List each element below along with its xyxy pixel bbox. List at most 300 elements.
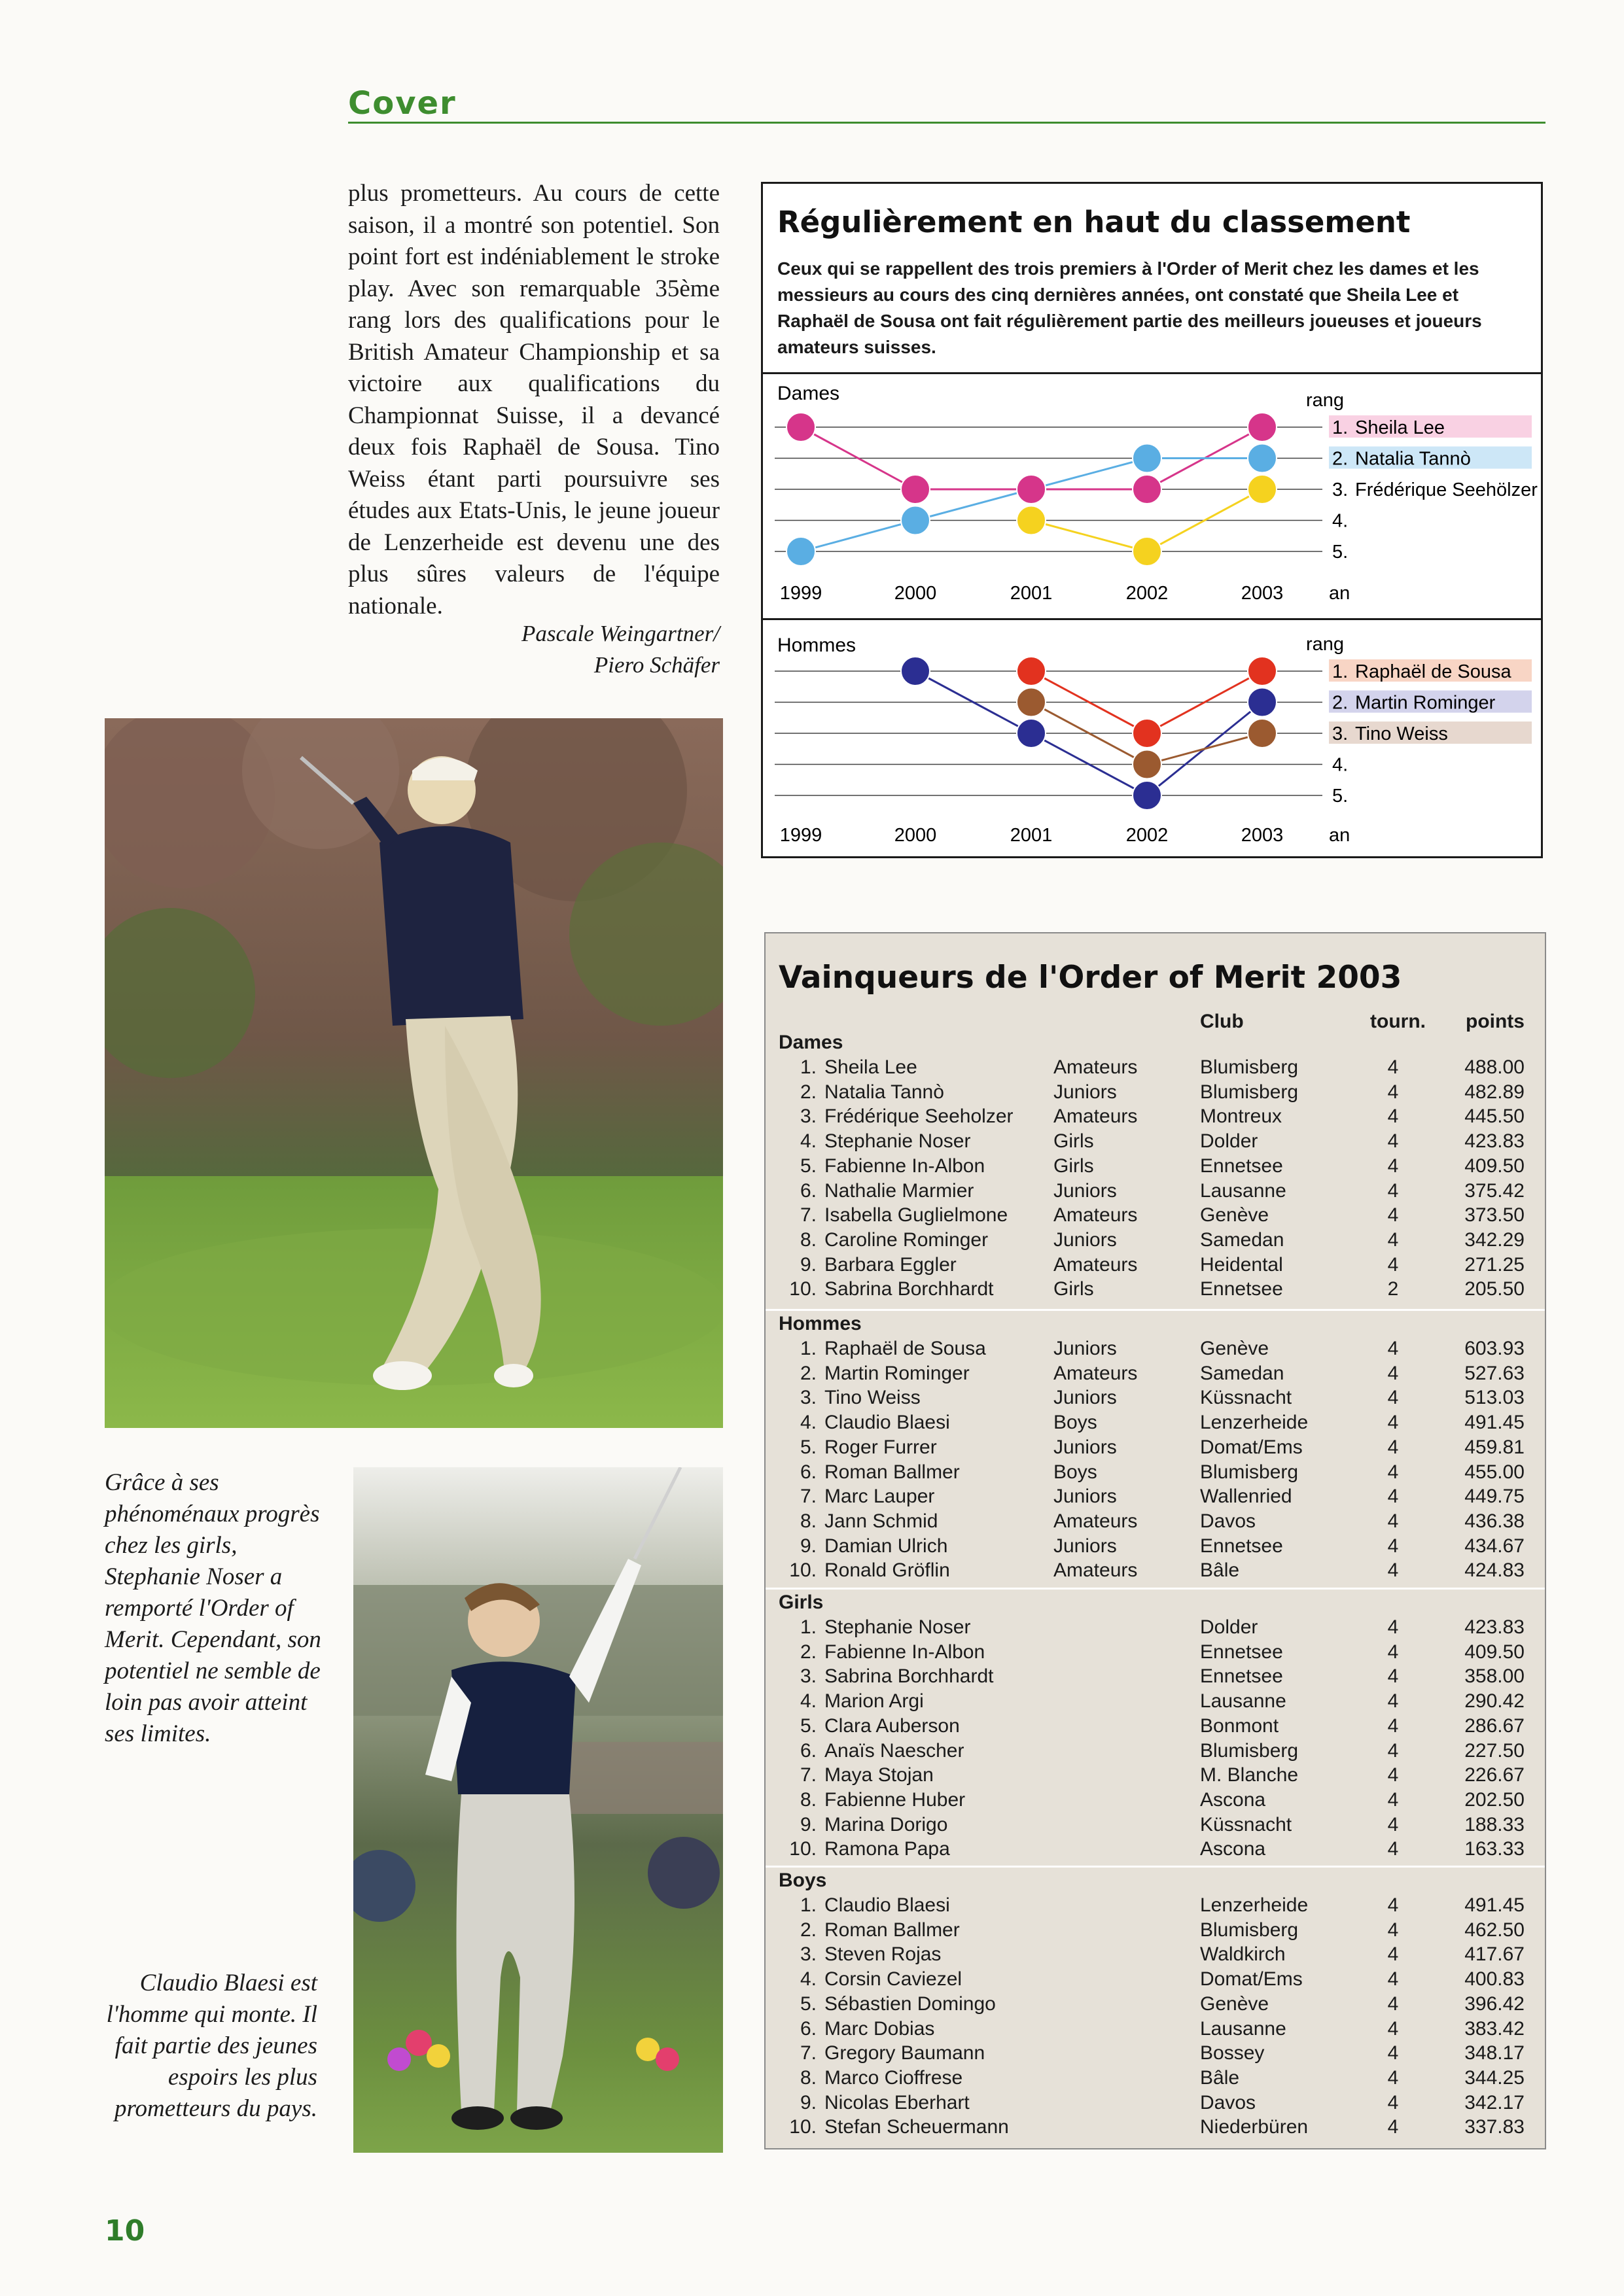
name-cell: Stephanie Noser (824, 1130, 971, 1153)
club-cell: Dolder (1200, 1130, 1258, 1153)
data-point (901, 657, 930, 686)
points-cell: 373.50 (1464, 1204, 1525, 1226)
category-cell: Juniors (1053, 1228, 1117, 1251)
points-cell: 342.29 (1464, 1228, 1525, 1251)
data-point (1017, 506, 1046, 535)
rank-cell: 9. (800, 1813, 817, 1835)
tournaments-cell: 4 (1387, 1228, 1399, 1251)
table-row (766, 2116, 1545, 2141)
points-cell: 227.50 (1464, 1739, 1525, 1762)
tournaments-cell: 4 (1387, 2042, 1399, 2064)
x-axis-label: an (1329, 583, 1350, 604)
rank-cell: 2. (800, 1362, 817, 1384)
table-row (766, 1968, 1545, 1993)
rank-cell: 1. (800, 1338, 817, 1359)
tournaments-cell: 4 (1387, 1690, 1399, 1713)
rank-cell: 4. (800, 1690, 817, 1713)
ranking-chart-box (761, 182, 1543, 858)
rank-cell: 10. (789, 1559, 817, 1582)
table-row (766, 1919, 1545, 1944)
name-cell: Corsin Caviezel (824, 1968, 962, 1991)
table-row (766, 1814, 1545, 1839)
name-cell: Gregory Baumann (824, 2042, 985, 2064)
points-cell: 445.50 (1464, 1105, 1525, 1128)
club-cell: Bossey (1200, 2042, 1265, 2064)
points-cell: 491.45 (1464, 1412, 1525, 1434)
name-cell: Jann Schmid (824, 1510, 938, 1532)
name-cell: Roman Ballmer (824, 1461, 960, 1483)
chart-panel-label: Hommes (777, 635, 856, 656)
club-cell: Lenzerheide (1200, 1412, 1309, 1434)
legend-entry: Sheila Lee (1355, 417, 1445, 438)
data-point (1248, 657, 1277, 686)
table-row (766, 1486, 1545, 1510)
tournaments-cell: 4 (1387, 1813, 1399, 1835)
points-cell: 271.25 (1464, 1253, 1525, 1276)
data-point (1248, 475, 1277, 504)
category-cell: Juniors (1053, 1387, 1117, 1409)
points-cell: 462.50 (1464, 1919, 1525, 1941)
points-cell: 344.25 (1464, 2066, 1525, 2089)
y-tick-label: 3. (1332, 479, 1349, 500)
caption-photo-1: Grâce à ses phénoménaux progrès chez les girls, Stephanie Noser a remporté l'Order of Merit. Cependant, son potentiel ne semble de loin pas avoir atteint ses limites. (105, 1469, 321, 1747)
x-tick-label: 2002 (1125, 825, 1169, 846)
name-cell: Nicolas Eberhart (824, 2091, 970, 2113)
club-cell: Ennetsee (1200, 1665, 1283, 1688)
rank-cell: 2. (800, 1919, 817, 1941)
rank-cell: 4. (800, 1412, 817, 1434)
table-row (766, 1204, 1545, 1229)
points-cell: 455.00 (1464, 1461, 1525, 1483)
rank-cell: 6. (800, 1461, 817, 1483)
points-cell: 527.63 (1464, 1362, 1525, 1384)
tournaments-cell: 4 (1387, 1461, 1399, 1483)
rank-cell: 5. (800, 1436, 817, 1458)
points-cell: 423.83 (1464, 1616, 1525, 1638)
article-paragraph: plus prometteurs. Au cours de cette saison, il a montré son potentiel. Son point fort est indéniablement le stroke play. Avec son remarquable 35ème rang lors des qualifications pour le British Amateur Championship et sa victoire aux qualifications du Championnat Suisse, il a devancé deux fois Raphaël de Sousa. Tino Weiss étant parti poursuivre ses études aux Etats-Unis, le jeune joueur de Lenzerheide est devenu une des plus sûres valeurs de l'équipe nationale. (348, 180, 720, 619)
category-cell: Girls (1053, 1155, 1094, 1177)
table-row (766, 2067, 1545, 2092)
name-cell: Clara Auberson (824, 1714, 960, 1737)
club-cell: Lausanne (1200, 1179, 1286, 1202)
rank-cell: 8. (800, 1228, 817, 1251)
tournaments-cell: 4 (1387, 1387, 1399, 1409)
name-cell: Nathalie Marmier (824, 1179, 974, 1202)
table-group-title: Girls (779, 1592, 824, 1613)
category-cell: Amateurs (1053, 1204, 1138, 1226)
results-table-panel (764, 932, 1546, 2149)
table-group-dames (766, 1032, 1545, 1303)
table-row (766, 1412, 1545, 1436)
club-cell: Heidental (1200, 1253, 1283, 1276)
rank-cell: 5. (800, 1992, 817, 2015)
photo-claudio-blaesi (353, 1467, 723, 2153)
table-row (766, 1559, 1545, 1584)
x-tick-label: 1999 (779, 583, 822, 604)
chart-title: Régulièrement en haut du classement (777, 205, 1411, 239)
table-row (766, 1387, 1545, 1412)
table-row (766, 1641, 1545, 1666)
points-cell: 482.89 (1464, 1081, 1525, 1103)
name-cell: Natalia Tannò (824, 1081, 944, 1103)
rank-cell: 3. (800, 1665, 817, 1688)
category-cell: Amateurs (1053, 1105, 1138, 1128)
name-cell: Stephanie Noser (824, 1616, 971, 1638)
name-cell: Claudio Blaesi (824, 1412, 950, 1434)
rank-cell: 7. (800, 2042, 817, 2064)
category-cell: Juniors (1053, 1338, 1117, 1359)
rank-cell: 1. (800, 1056, 817, 1078)
rank-cell: 9. (800, 1535, 817, 1557)
club-cell: Küssnacht (1200, 1387, 1292, 1409)
table-title: Vainqueurs de l'Order of Merit 2003 (779, 960, 1402, 996)
data-point (1133, 719, 1161, 748)
tournaments-cell: 4 (1387, 1894, 1399, 1916)
tournaments-cell: 4 (1387, 1714, 1399, 1737)
table-group-hommes (766, 1313, 1545, 1584)
points-cell: 358.00 (1464, 1665, 1525, 1688)
data-point (1017, 688, 1046, 717)
data-point (1133, 750, 1161, 779)
points-cell: 603.93 (1464, 1338, 1525, 1359)
name-cell: Fabienne In-Albon (824, 1641, 985, 1663)
club-cell: Bâle (1200, 1559, 1240, 1582)
column-header-tourn: tourn. (1370, 1011, 1426, 1032)
tournaments-cell: 4 (1387, 1436, 1399, 1458)
name-cell: Marc Dobias (824, 2017, 935, 2040)
table-row (766, 1510, 1545, 1535)
category-cell: Juniors (1053, 1486, 1117, 1508)
y-tick-label: 1. (1332, 417, 1349, 438)
table-row (766, 2092, 1545, 2117)
points-cell: 400.83 (1464, 1968, 1525, 1991)
club-cell: Blumisberg (1200, 1919, 1299, 1941)
club-cell: Blumisberg (1200, 1081, 1299, 1103)
data-point (1017, 475, 1046, 504)
table-row (766, 1715, 1545, 1740)
data-point (901, 506, 930, 535)
name-cell: Ramona Papa (824, 1838, 950, 1860)
tournaments-cell: 2 (1387, 1278, 1399, 1300)
legend-entry: Frédérique Seehölzer (1355, 479, 1538, 500)
club-cell: Bâle (1200, 2066, 1240, 2089)
table-group-separator (766, 1588, 1545, 1590)
points-cell: 286.67 (1464, 1714, 1525, 1737)
rank-cell: 5. (800, 1714, 817, 1737)
rank-cell: 10. (789, 2116, 817, 2138)
tournaments-cell: 4 (1387, 1510, 1399, 1532)
club-cell: Davos (1200, 1510, 1256, 1532)
caption-photo-2: Claudio Blaesi est l'homme qui monte. Il fait partie des jeunes espoirs les plus prometteurs du pays. (106, 1970, 317, 2122)
club-cell: Domat/Ems (1200, 1436, 1303, 1458)
category-cell: Girls (1053, 1278, 1094, 1300)
table-group-boys (766, 1870, 1545, 2141)
points-cell: 226.67 (1464, 1764, 1525, 1786)
data-point (1133, 475, 1161, 504)
name-cell: Marina Dorigo (824, 1813, 948, 1835)
tournaments-cell: 4 (1387, 1838, 1399, 1860)
points-cell: 337.83 (1464, 2116, 1525, 2138)
name-cell: Marc Lauper (824, 1486, 935, 1508)
table-row (766, 1155, 1545, 1180)
table-row (766, 1436, 1545, 1461)
data-point (1248, 719, 1277, 748)
legend-entry: Raphaël de Sousa (1355, 661, 1511, 682)
name-cell: Maya Stojan (824, 1764, 934, 1786)
name-cell: Steven Rojas (824, 1943, 942, 1966)
name-cell: Roger Furrer (824, 1436, 937, 1458)
points-cell: 409.50 (1464, 1641, 1525, 1663)
rank-cell: 10. (789, 1278, 817, 1300)
table-row (766, 1229, 1545, 1254)
name-cell: Roman Ballmer (824, 1919, 960, 1941)
legend-entry: Tino Weiss (1355, 723, 1448, 744)
name-cell: Raphaël de Sousa (824, 1338, 986, 1359)
x-tick-label: 2003 (1241, 825, 1284, 846)
x-tick-label: 2000 (894, 583, 937, 604)
table-group-title: Hommes (779, 1313, 862, 1334)
club-cell: Ennetsee (1200, 1278, 1283, 1300)
club-cell: Ennetsee (1200, 1155, 1283, 1177)
tournaments-cell: 4 (1387, 1992, 1399, 2015)
table-group-title: Dames (779, 1032, 843, 1053)
club-cell: Domat/Ems (1200, 1968, 1303, 1991)
club-cell: Genève (1200, 1338, 1269, 1359)
club-cell: Küssnacht (1200, 1813, 1292, 1835)
name-cell: Damian Ulrich (824, 1535, 948, 1557)
rank-cell: 4. (800, 1130, 817, 1153)
rank-cell: 5. (800, 1155, 817, 1177)
rank-cell: 6. (800, 2017, 817, 2040)
y-tick-label: 3. (1332, 723, 1349, 744)
points-cell: 205.50 (1464, 1278, 1525, 1300)
name-cell: Anaïs Naescher (824, 1739, 964, 1762)
rank-cell: 2. (800, 1081, 817, 1103)
tournaments-cell: 4 (1387, 1968, 1399, 1991)
y-tick-label: 5. (1332, 542, 1349, 563)
column-header-club: Club (1200, 1011, 1244, 1032)
y-tick-label: 5. (1332, 786, 1349, 807)
points-cell: 513.03 (1464, 1387, 1525, 1409)
tournaments-cell: 4 (1387, 1081, 1399, 1103)
points-cell: 436.38 (1464, 1510, 1525, 1532)
byline-author-1: Pascale Weingartner/ (521, 621, 720, 646)
data-point (786, 413, 815, 442)
table-row (766, 1789, 1545, 1814)
series-line (801, 459, 1262, 552)
y-tick-label: 4. (1332, 754, 1349, 776)
rank-cell: 8. (800, 1788, 817, 1811)
tournaments-cell: 4 (1387, 1179, 1399, 1202)
points-cell: 434.67 (1464, 1535, 1525, 1557)
data-point (1133, 537, 1161, 566)
points-cell: 424.83 (1464, 1559, 1525, 1582)
rank-cell: 6. (800, 1739, 817, 1762)
photo-stephanie-noser (105, 718, 723, 1428)
tournaments-cell: 4 (1387, 1616, 1399, 1638)
column-header-points: points (1466, 1011, 1525, 1032)
y-tick-label: 2. (1332, 692, 1349, 714)
points-cell: 163.33 (1464, 1838, 1525, 1860)
tournaments-cell: 4 (1387, 1764, 1399, 1786)
name-cell: Sébastien Domingo (824, 1992, 996, 2015)
tournaments-cell: 4 (1387, 2017, 1399, 2040)
club-cell: Samedan (1200, 1362, 1284, 1384)
table-row (766, 1838, 1545, 1863)
points-cell: 375.42 (1464, 1179, 1525, 1202)
name-cell: Marco Cioffrese (824, 2066, 963, 2089)
table-row (766, 2018, 1545, 2043)
y-tick-label: 4. (1332, 510, 1349, 532)
category-cell: Boys (1053, 1412, 1097, 1434)
table-row (766, 1081, 1545, 1106)
tournaments-cell: 4 (1387, 1155, 1399, 1177)
category-cell: Amateurs (1053, 1510, 1138, 1532)
club-cell: Genève (1200, 1204, 1269, 1226)
section-label: Cover (348, 85, 457, 122)
club-cell: Montreux (1200, 1105, 1282, 1128)
tournaments-cell: 4 (1387, 1535, 1399, 1557)
club-cell: Genève (1200, 1992, 1269, 2015)
category-cell: Boys (1053, 1461, 1097, 1483)
club-cell: Waldkirch (1200, 1943, 1286, 1966)
club-cell: Samedan (1200, 1228, 1284, 1251)
tournaments-cell: 4 (1387, 1253, 1399, 1276)
category-cell: Amateurs (1053, 1559, 1138, 1582)
rank-cell: 1. (800, 1894, 817, 1916)
category-cell: Juniors (1053, 1436, 1117, 1458)
name-cell: Claudio Blaesi (824, 1894, 950, 1916)
tournaments-cell: 4 (1387, 1788, 1399, 1811)
tournaments-cell: 4 (1387, 1204, 1399, 1226)
table-row (766, 1535, 1545, 1560)
club-cell: Lenzerheide (1200, 1894, 1309, 1916)
points-cell: 488.00 (1464, 1056, 1525, 1078)
data-point (1248, 413, 1277, 442)
category-cell: Amateurs (1053, 1253, 1138, 1276)
data-point (1017, 657, 1046, 686)
table-row (766, 1943, 1545, 1968)
table-group-separator (766, 1866, 1545, 1868)
data-point (1248, 444, 1277, 473)
points-cell: 491.45 (1464, 1894, 1525, 1916)
rank-cell: 3. (800, 1387, 817, 1409)
name-cell: Tino Weiss (824, 1387, 921, 1409)
chart-intro: Ceux qui se rappellent des trois premiers à l'Order of Merit chez les dames et les messieurs au cours des cinq dernières années, ont constaté que Sheila Lee et Raphaël de Sousa ont fait régulièrement partie des meilleurs joueuses et joueurs amateurs suisses. (777, 258, 1482, 357)
name-cell: Barbara Eggler (824, 1253, 957, 1276)
rank-cell: 2. (800, 1641, 817, 1663)
club-cell: Lausanne (1200, 2017, 1286, 2040)
points-cell: 202.50 (1464, 1788, 1525, 1811)
byline-author-2: Piero Schäfer (593, 652, 720, 678)
tournaments-cell: 4 (1387, 1105, 1399, 1128)
table-row (766, 1180, 1545, 1205)
y-tick-label: 2. (1332, 448, 1349, 470)
tournaments-cell: 4 (1387, 1739, 1399, 1762)
club-cell: M. Blanche (1200, 1764, 1299, 1786)
tournaments-cell: 4 (1387, 2116, 1399, 2138)
byline (348, 618, 720, 681)
category-cell: Juniors (1053, 1081, 1117, 1103)
name-cell: Stefan Scheuermann (824, 2116, 1009, 2138)
name-cell: Marion Argi (824, 1690, 924, 1713)
data-point (1248, 688, 1277, 717)
rank-cell: 3. (800, 1105, 817, 1128)
club-cell: Dolder (1200, 1616, 1258, 1638)
data-point (1017, 719, 1046, 748)
tournaments-cell: 4 (1387, 1486, 1399, 1508)
page-number: 10 (105, 2214, 145, 2248)
table-row (766, 1665, 1545, 1690)
name-cell: Sheila Lee (824, 1056, 917, 1078)
data-point (786, 537, 815, 566)
club-cell: Wallenried (1200, 1486, 1292, 1508)
name-cell: Fabienne Huber (824, 1788, 966, 1811)
rank-cell: 3. (800, 1943, 817, 1966)
rank-cell: 6. (800, 1179, 817, 1202)
table-group-separator (766, 1309, 1545, 1311)
name-cell: Martin Rominger (824, 1362, 970, 1384)
points-cell: 423.83 (1464, 1130, 1525, 1153)
legend-entry: Natalia Tannò (1355, 448, 1471, 470)
y-tick-label: 1. (1332, 661, 1349, 682)
category-cell: Amateurs (1053, 1056, 1138, 1078)
points-cell: 459.81 (1464, 1436, 1525, 1458)
points-cell: 409.50 (1464, 1155, 1525, 1177)
category-cell: Amateurs (1053, 1362, 1138, 1384)
club-cell: Ennetsee (1200, 1535, 1283, 1557)
rank-cell: 9. (800, 2091, 817, 2113)
club-cell: Blumisberg (1200, 1056, 1299, 1078)
points-cell: 188.33 (1464, 1813, 1525, 1835)
ranking-chart-svg (763, 184, 1541, 856)
table-group-title: Boys (779, 1870, 827, 1891)
x-tick-label: 2001 (1010, 583, 1053, 604)
table-row (766, 1130, 1545, 1155)
club-cell: Bonmont (1200, 1714, 1279, 1737)
points-cell: 449.75 (1464, 1486, 1525, 1508)
y-axis-label: rang (1306, 634, 1345, 655)
data-point (901, 475, 930, 504)
club-cell: Davos (1200, 2091, 1256, 2113)
header-rule (348, 122, 1545, 124)
chart-panel-label: Dames (777, 383, 840, 404)
x-tick-label: 2001 (1010, 825, 1053, 846)
club-cell: Ennetsee (1200, 1641, 1283, 1663)
name-cell: Sabrina Borchhardt (824, 1278, 994, 1300)
x-tick-label: 2003 (1241, 583, 1284, 604)
table-group-girls (766, 1592, 1545, 1863)
tournaments-cell: 4 (1387, 1130, 1399, 1153)
rank-cell: 7. (800, 1204, 817, 1226)
rank-cell: 8. (800, 1510, 817, 1532)
tournaments-cell: 4 (1387, 1919, 1399, 1941)
tournaments-cell: 4 (1387, 1943, 1399, 1966)
rank-cell: 8. (800, 2066, 817, 2089)
table-row (766, 1993, 1545, 2018)
table-row (766, 2042, 1545, 2067)
data-point (1133, 444, 1161, 473)
rank-cell: 10. (789, 1838, 817, 1860)
club-cell: Blumisberg (1200, 1739, 1299, 1762)
club-cell: Ascona (1200, 1838, 1266, 1860)
tournaments-cell: 4 (1387, 1338, 1399, 1359)
table-row (766, 1338, 1545, 1363)
table-row (766, 1254, 1545, 1279)
name-cell: Frédérique Seeholzer (824, 1105, 1014, 1128)
rank-cell: 7. (800, 1764, 817, 1786)
points-cell: 417.67 (1464, 1943, 1525, 1966)
